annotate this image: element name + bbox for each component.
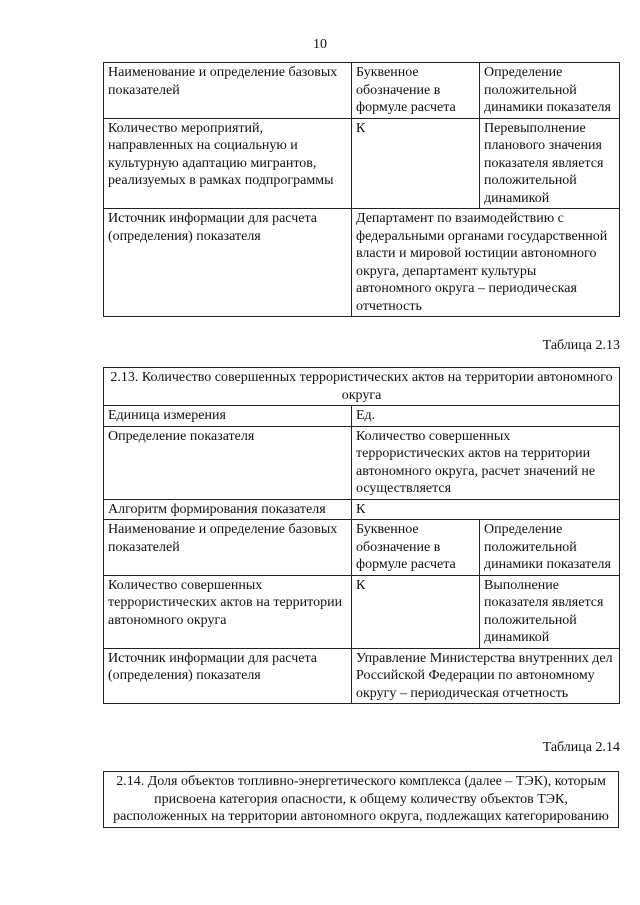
source-label: Источник информации для расчета (определения) показателя xyxy=(104,648,352,704)
title-row xyxy=(104,368,620,406)
algorithm-value: К xyxy=(352,499,620,520)
header-base-indicators: Наименование и определение базовых показателей xyxy=(104,63,352,119)
header-letter: Буквенное обозначение в формуле расчета xyxy=(352,520,480,576)
indicator-table-2-13 xyxy=(103,367,620,704)
definition-label: Определение показателя xyxy=(104,426,352,499)
unit-row xyxy=(104,406,620,427)
algorithm-label: Алгоритм формирования показателя xyxy=(104,499,352,520)
title-row xyxy=(104,772,619,828)
header-base-indicators: Наименование и определение базовых показателей xyxy=(104,520,352,576)
indicator-table-2-14 xyxy=(103,771,619,828)
letter-value: К xyxy=(352,575,480,648)
positive-dynamics-value: Перевыполнение планового значения показателя является положительной динамикой xyxy=(480,118,620,209)
table-row xyxy=(104,575,620,648)
definition-row xyxy=(104,426,620,499)
base-indicator-name: Количество совершенных террористических актов на территории автономного округа xyxy=(104,575,352,648)
page-number: 10 xyxy=(313,37,327,52)
algorithm-row xyxy=(104,499,620,520)
table-header-row xyxy=(104,520,620,576)
header-positive-dynamics: Определение положительной динамики показателя xyxy=(480,520,620,576)
definition-value: Количество совершенных террористических актов на территории автономного округа, расчет значений не осуществляется xyxy=(352,426,620,499)
source-label: Источник информации для расчета (определения) показателя xyxy=(104,209,352,317)
unit-label: Единица измерения xyxy=(104,406,352,427)
table-caption-2-13: Таблица 2.13 xyxy=(542,338,620,353)
source-row xyxy=(104,648,620,704)
header-letter: Буквенное обозначение в формуле расчета xyxy=(352,63,480,119)
unit-value: Ед. xyxy=(352,406,620,427)
letter-value: К xyxy=(352,118,480,209)
table-header-row xyxy=(104,63,620,119)
source-value: Управление Министерства внутренних дел Российской Федерации по автономному округу – периодическая отчетность xyxy=(352,648,620,704)
table-row xyxy=(104,118,620,209)
table-title: 2.14. Доля объектов топливно-энергетического комплекса (далее – ТЭК), которым присвоена категория опасности, к общему количеству объектов ТЭК, расположенных на территории автономного округа, подлежащих категорированию xyxy=(104,772,619,828)
header-positive-dynamics: Определение положительной динамики показателя xyxy=(480,63,620,119)
table-title: 2.13. Количество совершенных террористических актов на территории автономного округа xyxy=(104,368,620,406)
base-indicator-name: Количество мероприятий, направленных на социальную и культурную адаптацию мигрантов, реализуемых в рамках подпрограммы xyxy=(104,118,352,209)
source-row xyxy=(104,209,620,317)
indicator-table-continued xyxy=(103,62,620,317)
table-caption-2-14: Таблица 2.14 xyxy=(542,740,620,755)
source-value: Департамент по взаимодействию с федеральными органами государственной власти и мировой юстиции автономного округа, департамент культуры автономного округа – периодическая отчетность xyxy=(352,209,620,317)
positive-dynamics-value: Выполнение показателя является положительной динамикой xyxy=(480,575,620,648)
